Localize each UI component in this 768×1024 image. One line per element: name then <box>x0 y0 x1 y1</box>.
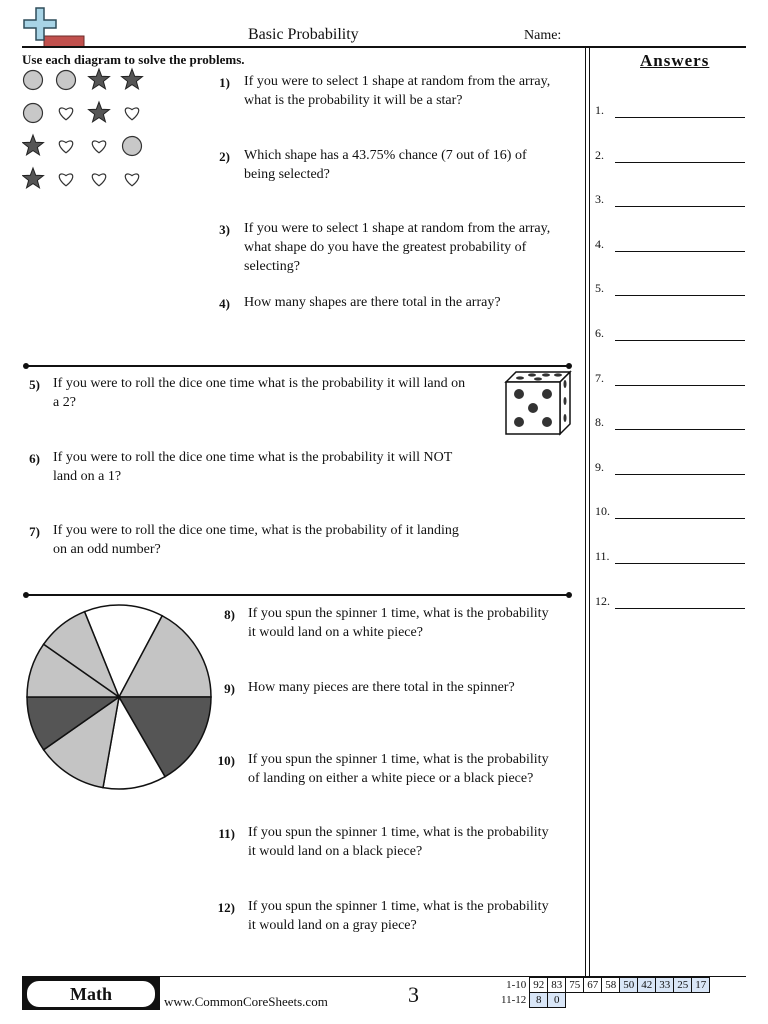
question-number: 6) <box>29 451 40 466</box>
score-cell: 17 <box>692 978 710 993</box>
score-cell: 75 <box>566 978 584 993</box>
question-line: If you were to roll the dice one time, what is the probability of it landing <box>53 523 459 538</box>
question-line: If you spun the spinner 1 time, what is the probability <box>248 606 549 621</box>
answer-line[interactable] <box>615 251 745 252</box>
shape-array <box>22 66 152 198</box>
heart-shape <box>125 108 138 120</box>
star-shape <box>122 69 143 89</box>
question-line: land on a 1? <box>53 469 122 484</box>
score-row <box>498 978 710 993</box>
question-line: a 2? <box>53 395 76 410</box>
spinner <box>24 602 214 792</box>
section-separator <box>26 365 570 367</box>
answer-line[interactable] <box>615 429 745 430</box>
question-text <box>244 219 550 276</box>
answer-line[interactable] <box>615 117 745 118</box>
answer-number: 11. <box>595 549 610 563</box>
question-line: of landing on either a white piece or a black piece? <box>248 771 534 786</box>
column-divider <box>589 48 590 976</box>
section-separator <box>26 594 570 596</box>
question-line: If you were to roll the dice one time what is the probability it will NOT <box>53 450 453 465</box>
answer-line[interactable] <box>615 474 745 475</box>
score-table <box>498 977 710 1008</box>
question-text <box>248 823 549 861</box>
subject-badge: Math <box>25 979 157 1009</box>
answer-line[interactable] <box>615 385 745 386</box>
separator-dot <box>23 363 29 369</box>
question-line: it would land on a white piece? <box>248 625 423 640</box>
score-cell: 50 <box>620 978 638 993</box>
instructions: Use each diagram to solve the problems. <box>22 52 245 67</box>
question-line: If you spun the spinner 1 time, what is the probability <box>248 825 549 840</box>
question-line: what shape do you have the greatest probability of <box>244 240 527 255</box>
question-number: 4) <box>219 296 230 311</box>
question-line: on an odd number? <box>53 542 161 557</box>
star-shape <box>23 168 44 188</box>
question-number: 5) <box>29 377 40 392</box>
answer-line[interactable] <box>615 340 745 341</box>
question-text <box>53 448 452 486</box>
answer-line[interactable] <box>615 295 745 296</box>
score-cell: 25 <box>674 978 692 993</box>
answer-line[interactable] <box>615 206 745 207</box>
question-number: 2) <box>219 149 230 164</box>
question-line: If you were to roll the dice one time what is the probability it will land on <box>53 376 466 391</box>
question-number: 8) <box>224 607 235 622</box>
question-text <box>244 293 501 312</box>
answer-line[interactable] <box>615 518 745 519</box>
score-cell: 8 <box>530 993 548 1008</box>
question-number: 11) <box>218 826 235 841</box>
heart-shape <box>92 141 105 153</box>
answer-number: 2. <box>595 147 604 162</box>
answer-number: 7. <box>595 370 604 385</box>
answer-number: 1. <box>595 103 604 117</box>
separator-dot <box>566 592 572 598</box>
header-rule <box>22 46 746 48</box>
heart-shape <box>59 141 72 153</box>
answer-number: 5. <box>595 281 604 296</box>
question-line: it would land on a black piece? <box>248 844 423 859</box>
answer-number: 10. <box>595 504 610 519</box>
heart-shape <box>59 108 72 120</box>
answer-line[interactable] <box>615 563 745 564</box>
question-line: being selected? <box>244 167 330 182</box>
question-number: 7) <box>29 524 40 539</box>
star-shape <box>89 102 110 122</box>
question-number: 3) <box>219 222 230 237</box>
score-cell: 58 <box>602 978 620 993</box>
question-text <box>244 146 527 184</box>
score-cell: 67 <box>584 978 602 993</box>
score-cell: 42 <box>638 978 656 993</box>
question-text <box>248 678 515 697</box>
score-row <box>498 993 710 1008</box>
question-number: 1) <box>219 75 230 90</box>
question-line: How many shapes are there total in the array? <box>244 295 501 310</box>
heart-shape <box>125 174 138 186</box>
question-number: 9) <box>224 681 235 696</box>
answer-number: 9. <box>595 459 604 474</box>
star-shape <box>23 135 44 155</box>
question-number: 10) <box>217 753 235 768</box>
name-label: Name: <box>524 28 562 43</box>
question-line: Which shape has a 43.75% chance (7 out of 16) of <box>244 148 527 163</box>
answers-title: Answers <box>640 51 710 70</box>
page-title: Basic Probability <box>248 26 359 43</box>
answer-number: 4. <box>595 236 604 251</box>
question-line: what is the probability it will be a star? <box>244 93 463 108</box>
separator-dot <box>566 363 572 369</box>
score-cell: 33 <box>656 978 674 993</box>
question-line: If you spun the spinner 1 time, what is the probability <box>248 752 549 767</box>
question-text <box>53 521 459 559</box>
question-text <box>248 750 549 788</box>
question-line: selecting? <box>244 259 300 274</box>
circle-shape <box>57 71 76 90</box>
question-line: How many pieces are there total in the spinner? <box>248 680 515 695</box>
circle-shape <box>123 137 142 156</box>
score-row-label: 1-10 <box>506 979 527 991</box>
circle-shape <box>24 71 43 90</box>
question-text <box>53 374 465 412</box>
column-divider <box>585 48 586 976</box>
question-line: If you spun the spinner 1 time, what is the probability <box>248 899 549 914</box>
question-text <box>244 72 550 110</box>
question-line: If you were to select 1 shape at random from the array, <box>244 221 551 236</box>
dice-icon <box>502 370 572 438</box>
score-cell: 83 <box>548 978 566 993</box>
question-line: If you were to select 1 shape at random from the array, <box>244 74 551 89</box>
score-cell: 0 <box>548 993 566 1008</box>
star-shape <box>89 69 110 89</box>
circle-shape <box>24 104 43 123</box>
answer-number: 3. <box>595 192 604 207</box>
question-line: it would land on a gray piece? <box>248 918 417 933</box>
question-number: 12) <box>217 900 235 915</box>
question-text <box>248 604 549 642</box>
score-cell: 92 <box>530 978 548 993</box>
separator-dot <box>23 592 29 598</box>
heart-shape <box>92 174 105 186</box>
answer-number: 6. <box>595 326 604 340</box>
answer-line[interactable] <box>615 608 745 609</box>
answer-number: 12. <box>595 593 610 608</box>
question-text <box>248 897 549 935</box>
logo-icon <box>22 6 86 48</box>
footer-url: www.CommonCoreSheets.com <box>164 994 328 1009</box>
page-number: 3 <box>408 982 419 1007</box>
answer-number: 8. <box>595 415 604 430</box>
score-row-label: 11-12 <box>501 994 527 1006</box>
heart-shape <box>59 174 72 186</box>
answer-line[interactable] <box>615 162 745 163</box>
